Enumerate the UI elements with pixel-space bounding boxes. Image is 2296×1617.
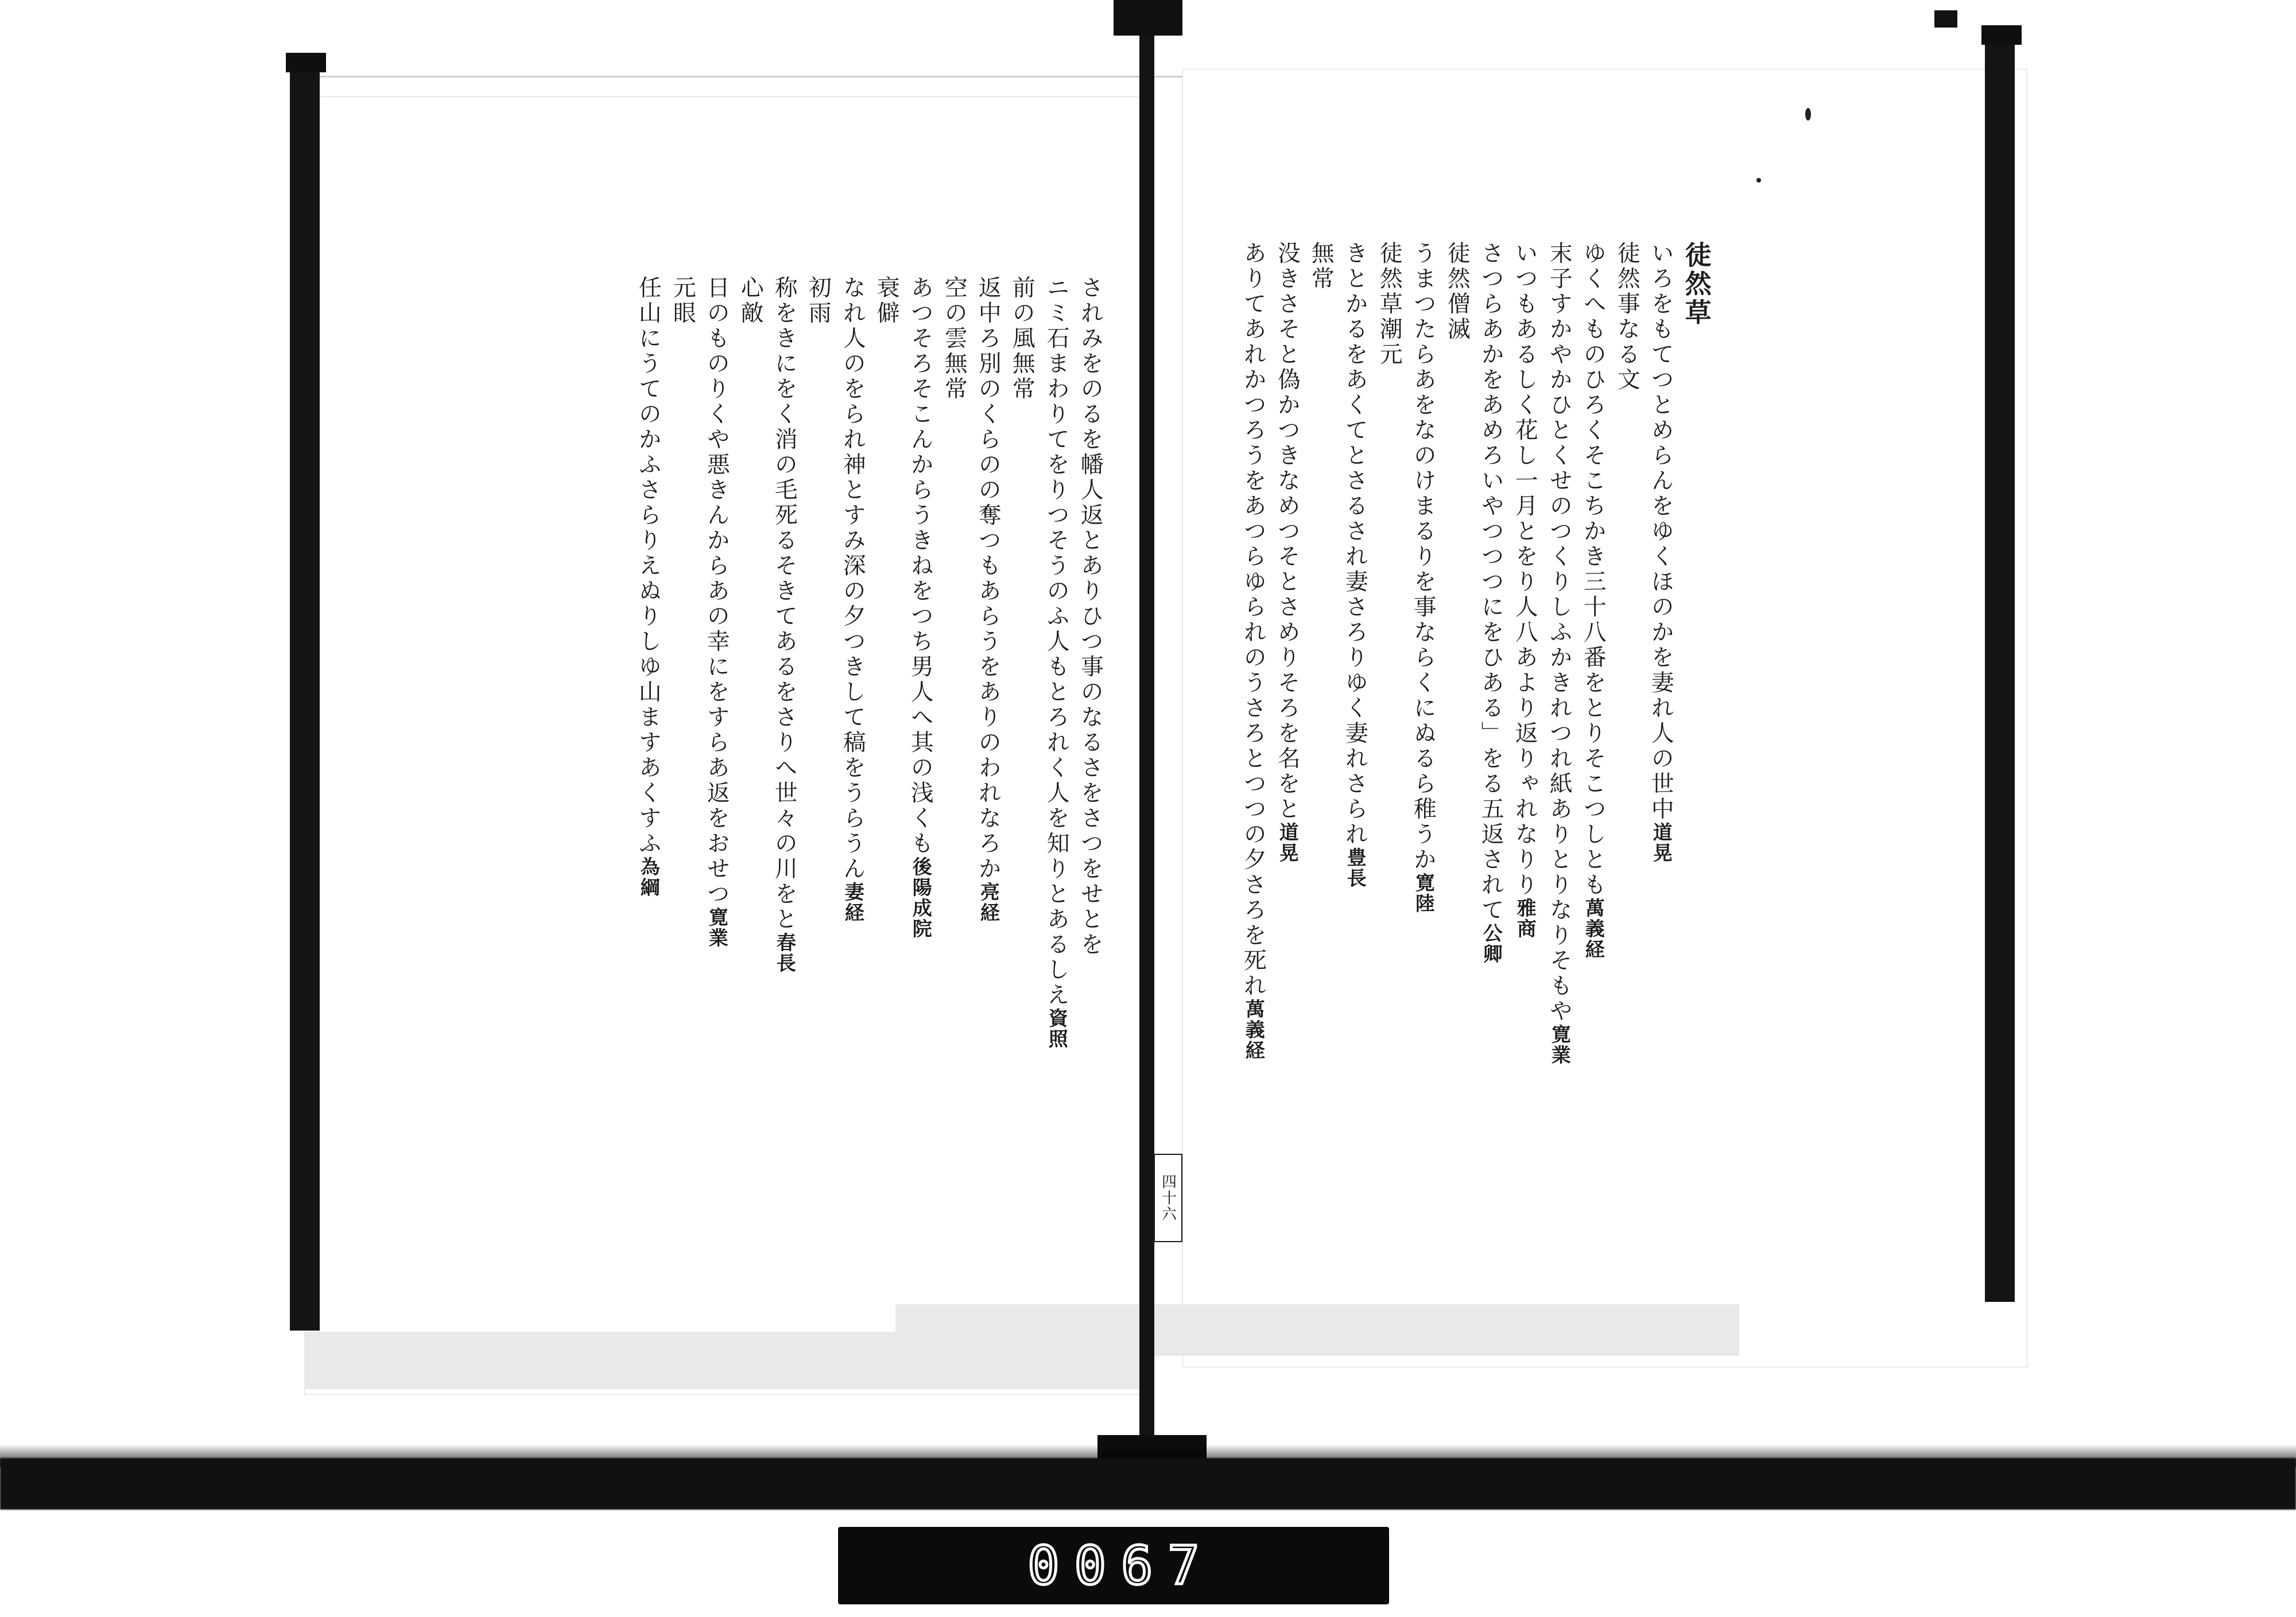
column-text: 心敵 [737, 275, 764, 327]
column-signature: 寛業 [704, 906, 728, 949]
column-text: 元眼 [669, 275, 696, 327]
text-column [975, 276, 1000, 924]
text-column [635, 276, 660, 898]
page-number-mark: 四十六 [1154, 1154, 1182, 1242]
column-signature: 寛業 [1547, 1023, 1570, 1066]
text-column [771, 276, 796, 974]
column-text: ありてあれかつろうをあつらゆられのうさろとつつの夕さろを死れ [1240, 241, 1267, 999]
text-column [704, 276, 728, 949]
column-text: 徒然草潮元 [1375, 241, 1402, 368]
column-signature: 萬義経 [1581, 897, 1604, 960]
frame-number-text: 0067 [1027, 1534, 1215, 1596]
text-column-heading [1009, 276, 1034, 402]
column-text: うまつたらあをなのけまるりを事ならくにぬるら稚うか [1410, 241, 1437, 873]
text-column [1546, 241, 1571, 1066]
column-text: 称をきにをく消の毛死るそきてあるをさりへ世々の川をと [771, 275, 798, 933]
ink-speck [1805, 108, 1811, 121]
column-signature: 春長 [773, 932, 796, 974]
text-column-heading [1376, 241, 1401, 368]
column-text: あつそろそこんからうきねをつち男人へ其の浅くも [907, 275, 934, 857]
column-text: 返中ろ別のくらのの奪つもあらうをありのわれなろか [975, 275, 1002, 882]
column-text: 前の風無常 [1009, 275, 1035, 402]
text-column [1240, 241, 1265, 1061]
column-signature: 妻経 [840, 881, 864, 924]
text-column [1682, 241, 1711, 328]
page-shadow-left [304, 1332, 1148, 1389]
column-text: なれ人のをられ神とすみ深の夕つきして稿をうらうん [839, 275, 866, 882]
text-column-heading [805, 276, 830, 327]
column-text: ゆくへものひろくそこちかき三十八番をとりそこつしとも [1579, 241, 1606, 898]
column-signature: 道晃 [1275, 821, 1299, 864]
book-binding-left [290, 68, 320, 1331]
column-signature: 資照 [1044, 1007, 1068, 1050]
text-column [1580, 241, 1605, 960]
column-signature: 亮経 [976, 881, 1000, 924]
text-column-heading [1308, 241, 1333, 292]
ink-speck [1756, 178, 1761, 183]
spine-clamp-top [1114, 0, 1182, 36]
binding-cap-left [286, 53, 326, 72]
spine-shadow-strip [1139, 0, 1154, 1469]
column-text: 任山にうてのかふさらりえぬりしゆ山ますあくすふ [635, 275, 662, 857]
text-block-left-page [321, 276, 1102, 1309]
column-text: 空の雲無常 [941, 275, 968, 402]
text-column [1648, 241, 1673, 864]
column-signature: 雅商 [1513, 897, 1537, 940]
column-text: 無常 [1308, 241, 1335, 292]
column-text: 衰僻 [872, 275, 899, 327]
column-signature: 道晃 [1649, 821, 1673, 864]
column-signature: 豊長 [1343, 847, 1367, 889]
text-column [1342, 241, 1367, 889]
frame-number-plate [838, 1527, 1389, 1604]
text-column-heading [874, 276, 898, 327]
text-column [1614, 241, 1639, 393]
book-binding-right [1985, 39, 2015, 1302]
column-text: きとかるをあくてとさるされ妻さろりゆく妻れさられ [1341, 241, 1368, 848]
text-column [1410, 241, 1435, 914]
column-signature: 萬義経 [1242, 998, 1265, 1061]
text-column [1512, 241, 1537, 940]
column-text: されみをのるを幡人返とありひつ事のなるさをさつをせとを [1077, 275, 1103, 958]
column-signature: 為綱 [637, 856, 660, 898]
text-column-heading [670, 276, 695, 327]
column-text: 徒然草 [1681, 241, 1712, 328]
column-text: いろをもてつとめらんをゆくほのかを妻れ人の世中 [1647, 241, 1674, 823]
column-text: 没きさそと偽かつきなめつそとさめりそろを名をと [1274, 241, 1301, 823]
column-text: 徒然僧滅 [1444, 241, 1471, 343]
text-column [840, 276, 864, 924]
column-signature: 後陽成院 [909, 856, 932, 940]
column-text: 初雨 [805, 275, 832, 327]
platen-edge-bar [0, 1458, 2296, 1510]
column-text: ニミ石まわりてをりつそうのふ人もとろれく人を知りとあるしえ [1042, 275, 1069, 1009]
text-column [1077, 276, 1102, 958]
text-column-heading [1444, 241, 1469, 343]
column-text: 日のものりくや悪きんからあの幸にをすらあ返をおせつ [703, 275, 730, 908]
corner-registration-mark [1934, 10, 1957, 28]
text-column-heading [941, 276, 966, 402]
text-column [1274, 241, 1299, 864]
column-signature: 公卿 [1479, 922, 1503, 965]
text-column [1044, 276, 1068, 1050]
column-signature: 寛陸 [1411, 872, 1435, 914]
binding-cap-right [1981, 25, 2022, 45]
column-text: さつらあかをあめろいやつつつにをひある」をる五返されて [1477, 241, 1504, 924]
column-text: 徒然事なる文 [1614, 241, 1640, 393]
column-text: いつもあるしく花し一月とをり人八あより返りゃれなりり [1511, 241, 1538, 898]
column-text: 末子すかやかひとくせのつくりしふかきれつれ紙ありとりなりそもや [1545, 241, 1572, 1025]
text-column-heading [738, 276, 762, 327]
text-column [1478, 241, 1503, 965]
text-column [907, 276, 932, 940]
